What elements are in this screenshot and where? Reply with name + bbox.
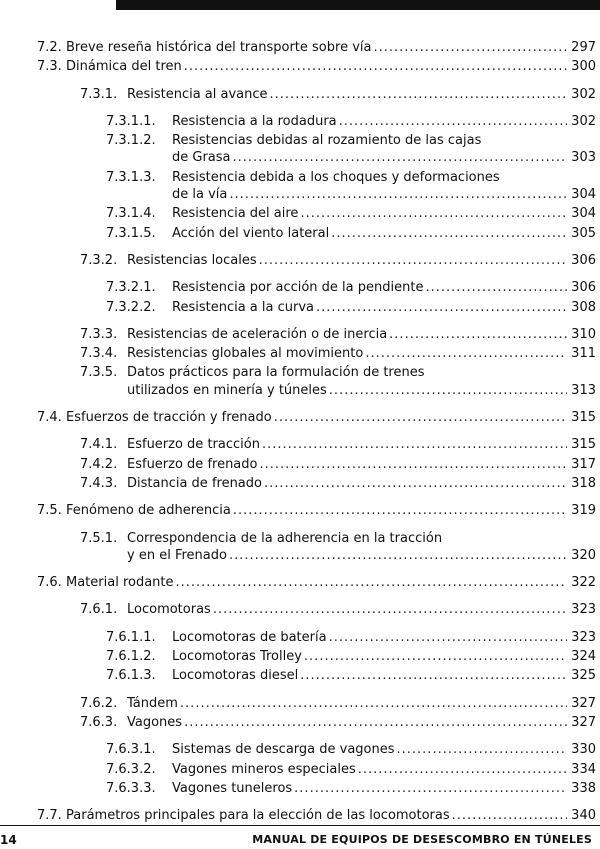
toc-entry-page: 306 <box>571 252 596 268</box>
toc-entry-title: Dinámica del tren <box>66 59 182 75</box>
toc-entry-page: 306 <box>571 280 596 296</box>
toc-entry-title: Parámetros principales para la elección de las locomotoras <box>66 808 450 824</box>
toc-entry <box>0 345 600 362</box>
toc-entry-page: 315 <box>571 437 596 453</box>
toc-entry <box>0 456 600 473</box>
dot-leader <box>233 502 567 519</box>
toc-entry-page: 297 <box>571 40 596 55</box>
toc-entry-number: 7.3.1.4. <box>106 206 156 222</box>
footer-rule <box>0 825 600 826</box>
dot-leader <box>329 629 568 646</box>
toc-entry-page: 318 <box>571 475 596 491</box>
toc-entry <box>0 39 600 56</box>
toc-entry-title: Resistencias locales <box>127 252 257 268</box>
toc-entry-number: 7.6.3. <box>80 714 118 730</box>
toc-entry <box>0 436 600 453</box>
toc-entry <box>0 761 600 778</box>
toc-entry <box>0 132 600 167</box>
toc-entry-number: 7.6.3.2. <box>106 761 156 777</box>
toc-entry <box>0 530 600 565</box>
toc-entry <box>0 475 600 492</box>
toc-entry-title: Locomotoras diesel <box>172 668 299 684</box>
toc-entry-page: 317 <box>571 456 596 472</box>
toc-entry-title: Resistencia a la curva <box>172 299 314 315</box>
toc-entry-number: 7.5.1. <box>80 530 118 546</box>
toc-entry-title: Correspondencia de la adherencia en la tracción <box>127 530 443 546</box>
toc-entry-number: 7.2. <box>37 40 62 55</box>
dot-leader <box>316 299 567 316</box>
toc-entry-number: 7.3.1.3. <box>106 169 156 185</box>
toc-entry-number: 7.3.5. <box>80 365 118 381</box>
dot-leader <box>300 667 567 684</box>
toc-entry-title: Resistencias debidas al rozamiento de las cajas <box>172 133 482 149</box>
book-title: MANUAL DE EQUIPOS DE DESESCOMBRO EN TÚNELES <box>252 833 592 846</box>
toc-entry-number: 7.3.1.5. <box>106 225 156 241</box>
toc-entry-page: 311 <box>571 346 596 362</box>
dot-leader <box>180 695 567 712</box>
toc-entry <box>0 252 600 269</box>
dot-leader <box>358 761 567 778</box>
dot-leader <box>259 456 567 473</box>
toc-entry-number: 7.3.1.1. <box>106 113 156 129</box>
toc-entry <box>0 58 600 75</box>
toc-entry-title: Locomotoras <box>127 602 211 618</box>
toc-entry <box>0 326 600 343</box>
toc-entry-number: 7.3.2.1. <box>106 280 156 296</box>
toc-entry-title: Acción del viento lateral <box>172 225 330 241</box>
dot-leader <box>300 205 567 222</box>
toc-entry-title: de la vía <box>172 187 228 203</box>
toc-entry-page: 325 <box>571 668 596 684</box>
toc-entry-page: 308 <box>571 299 596 315</box>
toc-entry-title: Locomotoras Trolley <box>172 649 302 665</box>
dot-leader <box>389 326 567 343</box>
toc-entry-title: Esfuerzo de tracción <box>127 437 260 453</box>
dot-leader <box>259 252 568 269</box>
toc-entry <box>0 364 600 399</box>
toc-entry-page: 327 <box>571 714 596 730</box>
toc-entry-title: y en el Frenado <box>127 547 227 563</box>
toc-entry-page: 305 <box>571 225 596 241</box>
dot-leader <box>233 149 568 166</box>
dot-leader <box>304 648 567 665</box>
toc-entry-page: 334 <box>571 761 596 777</box>
toc-entry-title: Locomotoras de batería <box>172 629 327 645</box>
toc-entry-page: 300 <box>571 59 596 75</box>
toc-entry-number: 7.3.3. <box>80 326 118 342</box>
toc-entry-page: 319 <box>571 503 596 519</box>
toc-entry <box>0 741 600 758</box>
toc-entry-page: 304 <box>571 206 596 222</box>
toc-entry-number: 7.3.2.2. <box>106 299 156 315</box>
toc-entry-title: Resistencia del aire <box>172 206 299 222</box>
toc-entry <box>0 86 600 103</box>
toc-entry-number: 7.4. <box>37 410 62 426</box>
toc-entry-title: utilizados en minería y túneles <box>127 382 327 398</box>
toc-entry-number: 7.6.3.3. <box>106 780 156 796</box>
toc-entry-title: Tándem <box>127 695 178 711</box>
toc-entry-number: 7.3.2. <box>80 252 118 268</box>
dot-leader <box>229 186 567 203</box>
toc-entry-page: 322 <box>571 575 596 591</box>
toc-entry <box>0 714 600 731</box>
dot-leader <box>262 436 567 453</box>
toc-entry-title: Resistencia por acción de la pendiente <box>172 280 424 296</box>
toc-entry-title: Datos prácticos para la formulación de trenes <box>127 365 425 381</box>
toc-entry-title: Vagones mineros especiales <box>172 761 356 777</box>
toc-entry <box>0 695 600 712</box>
dot-leader <box>331 225 567 242</box>
toc-entry-number: 7.6.1. <box>80 602 118 618</box>
toc-entry <box>0 205 600 222</box>
toc-entry <box>0 648 600 665</box>
toc-entry-title: Resistencias de aceleración o de inercia <box>127 326 388 342</box>
dot-leader <box>294 780 567 797</box>
toc-entry-number: 7.5. <box>37 503 62 519</box>
toc-entry-number: 7.7. <box>37 808 62 824</box>
toc-entry-number: 7.6.1.1. <box>106 629 156 645</box>
toc-entry <box>0 225 600 242</box>
toc-entry-number: 7.6.1.3. <box>106 668 156 684</box>
toc-entry-title: Material rodante <box>66 575 174 591</box>
toc-entry-title: Esfuerzos de tracción y frenado <box>66 410 272 426</box>
toc-entry-page: 340 <box>571 808 596 824</box>
toc-entry-number: 7.6.2. <box>80 695 118 711</box>
page-number: 14 <box>0 833 17 847</box>
toc-entry-title: Resistencias globales al movimiento <box>127 346 364 362</box>
toc-entry-page: 323 <box>571 629 596 645</box>
dot-leader <box>270 86 568 103</box>
dot-leader <box>425 279 567 296</box>
toc-entry-page: 302 <box>571 86 596 102</box>
dot-leader <box>397 741 568 758</box>
toc-entry <box>0 502 600 519</box>
toc-entry-number: 7.4.3. <box>80 475 118 491</box>
toc-entry-page: 302 <box>571 113 596 129</box>
toc-entry-page: 320 <box>571 547 596 563</box>
toc-entry-title: Resistencia al avance <box>127 86 268 102</box>
toc-entry-number: 7.6. <box>37 575 62 591</box>
dot-leader <box>184 714 567 731</box>
toc-entry-page: 303 <box>571 150 596 166</box>
toc-entry-number: 7.4.1. <box>80 437 118 453</box>
toc-entry-title: Vagones tuneleros <box>172 780 293 796</box>
dot-leader <box>365 345 567 362</box>
dot-leader <box>264 475 567 492</box>
top-black-bar <box>116 0 600 10</box>
dot-leader <box>329 382 567 399</box>
dot-leader <box>229 547 567 564</box>
toc-entry-page: 323 <box>571 602 596 618</box>
toc-entry-title: Resistencia debida a los choques y deformaciones <box>172 169 500 185</box>
toc-entry <box>0 780 600 797</box>
toc-entry-number: 7.4.2. <box>80 456 118 472</box>
toc-entry-number: 7.6.1.2. <box>106 649 156 665</box>
toc-entry <box>0 169 600 204</box>
dot-leader <box>452 807 568 824</box>
toc-entry <box>0 574 600 591</box>
toc-entry-title: Resistencia a la rodadura <box>172 113 337 129</box>
toc-entry-title: de Grasa <box>172 150 231 166</box>
toc-entry-number: 7.6.3.1. <box>106 742 156 758</box>
toc-entry-page: 338 <box>571 780 596 796</box>
toc-entry-title: Vagones <box>127 714 183 730</box>
dot-leader <box>184 58 567 75</box>
toc-entry-number: 7.3.1.2. <box>106 133 156 149</box>
toc-entry-page: 324 <box>571 649 596 665</box>
toc-entry-page: 313 <box>571 382 596 398</box>
toc-entry-number: 7.3.1. <box>80 86 118 102</box>
toc-entry-page: 310 <box>571 326 596 342</box>
toc-entry <box>0 279 600 296</box>
toc-entry-page: 304 <box>571 187 596 203</box>
toc-entry <box>0 299 600 316</box>
toc-entry-title: Breve reseña histórica del transporte sobre vía <box>66 40 372 55</box>
toc-entry-title: Esfuerzo de frenado <box>127 456 258 472</box>
toc-entry-page: 327 <box>571 695 596 711</box>
toc-entry <box>0 601 600 618</box>
toc-entry <box>0 667 600 684</box>
toc-entry-title: Distancia de frenado <box>127 475 262 491</box>
toc-entry <box>0 409 600 426</box>
dot-leader <box>339 113 568 130</box>
toc-entry-number: 7.3. <box>37 59 62 75</box>
dot-leader <box>274 409 567 426</box>
toc-entry <box>0 629 600 646</box>
table-of-contents <box>0 39 600 824</box>
dot-leader <box>373 39 567 56</box>
toc-entry-title: Fenómeno de adherencia <box>66 503 231 519</box>
toc-entry-number: 7.3.4. <box>80 346 118 362</box>
toc-entry <box>0 807 600 824</box>
toc-entry-title: Sistemas de descarga de vagones <box>172 742 395 758</box>
dot-leader <box>176 574 568 591</box>
toc-entry-page: 330 <box>571 742 596 758</box>
toc-entry-page: 315 <box>571 410 596 426</box>
dot-leader <box>213 601 567 618</box>
toc-entry <box>0 113 600 130</box>
